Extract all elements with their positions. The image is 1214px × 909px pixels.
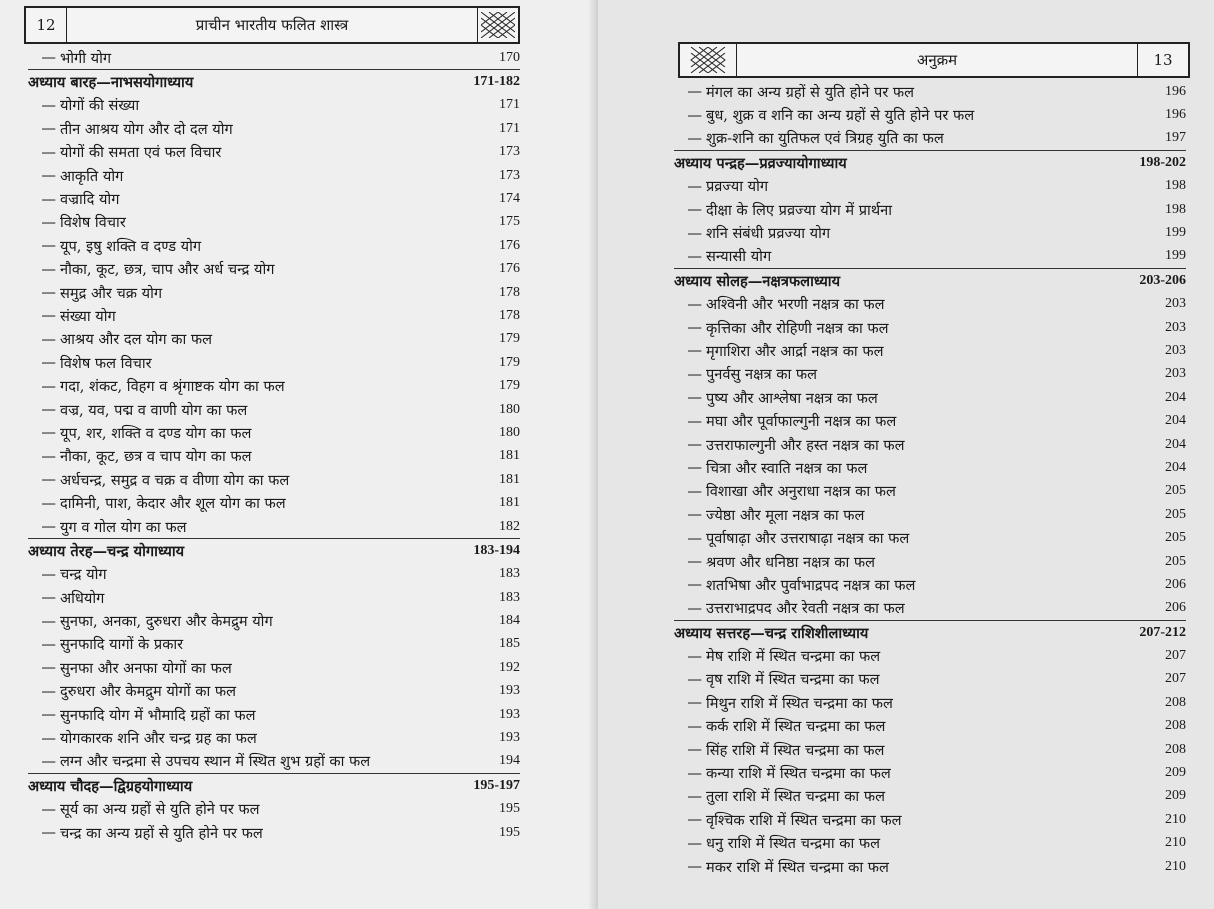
- entry-page-number: 198: [1165, 201, 1186, 217]
- entry-title: विशेष फल विचार: [60, 354, 152, 372]
- entry-title: योगकारक शनि और चन्द्र ग्रह का फल: [60, 730, 257, 748]
- entry-title: सुनफा और अनफा योगों का फल: [60, 659, 232, 677]
- entry-title: आकृति योग: [60, 167, 124, 185]
- entry-dash: —: [687, 482, 702, 500]
- entry-dash: —: [41, 377, 56, 395]
- entry-title: वज्रादि योग: [60, 191, 120, 209]
- entry-page-number: 209: [1165, 788, 1186, 804]
- toc-entry: [28, 351, 520, 374]
- toc-entry: [674, 855, 1186, 878]
- entry-dash: —: [687, 741, 702, 759]
- entry-title: दीक्षा के लिए प्रव्रज्या योग में प्रार्थना: [706, 201, 893, 219]
- entry-title: शनि संबंधी प्रव्रज्या योग: [706, 225, 831, 243]
- entry-title: धनु राशि में स्थित चन्द्रमा का फल: [706, 835, 881, 853]
- entry-page-number: 175: [499, 214, 520, 230]
- chapter-title: अध्याय सत्तरह—चन्द्र राशिशीलाध्याय: [674, 624, 869, 642]
- chapter-page-range: 171-182: [473, 74, 520, 90]
- entry-dash: —: [41, 682, 56, 700]
- toc-entry: [28, 117, 520, 140]
- entry-page-number: 176: [499, 261, 520, 277]
- toc-entry: [28, 680, 520, 703]
- toc-entry: [674, 409, 1186, 432]
- entry-page-number: 195: [499, 801, 520, 817]
- entry-title: नौका, कूट, छत्र, चाप और अर्ध चन्द्र योग: [60, 261, 275, 279]
- toc-entry: [28, 798, 520, 821]
- entry-title: गदा, शंकट, विहग व श्रृंगाष्टक योग का फल: [60, 378, 285, 396]
- entry-title: चन्द्र का अन्य ग्रहों से युति होने पर फल: [60, 824, 263, 842]
- entry-dash: —: [687, 506, 702, 524]
- entry-page-number: 207: [1165, 648, 1186, 664]
- entry-dash: —: [687, 647, 702, 665]
- chapter-title: अध्याय पन्द्रह—प्रव्रज्यायोगाध्याय: [674, 154, 847, 172]
- entry-dash: —: [687, 342, 702, 360]
- chapter-title: अध्याय तेरह—चन्द्र योगाध्याय: [28, 542, 185, 560]
- entry-title: नौका, कूट, छत्र व चाप योग का फल: [60, 448, 252, 466]
- toc-entry: [674, 668, 1186, 691]
- entry-page-number: 209: [1165, 765, 1186, 781]
- toc-entry: [674, 597, 1186, 620]
- entry-page-number: 203: [1165, 296, 1186, 312]
- entry-page-number: 205: [1165, 506, 1186, 522]
- toc-entry: [28, 726, 520, 749]
- toc-entry: [674, 785, 1186, 808]
- entry-title: मकर राशि में स्थित चन्द्रमा का फल: [706, 858, 889, 876]
- toc-entry: [674, 316, 1186, 339]
- entry-page-number: 206: [1165, 576, 1186, 592]
- chapter-heading: [28, 69, 520, 93]
- entry-page-number: 180: [499, 401, 520, 417]
- entry-page-number: 178: [499, 284, 520, 300]
- entry-page-number: 203: [1165, 319, 1186, 335]
- chapter-heading: [674, 620, 1186, 644]
- entry-dash: —: [41, 589, 56, 607]
- right-page: [598, 0, 1214, 909]
- entry-dash: —: [41, 354, 56, 372]
- entry-title: कर्क राशि में स्थित चन्द्रमा का फल: [706, 718, 886, 736]
- entry-dash: —: [687, 717, 702, 735]
- entry-title: वृश्चिक राशि में स्थित चन्द्रमा का फल: [706, 811, 902, 829]
- entry-title: सुनफा, अनका, दुरुधरा और केमद्रुम योग: [60, 613, 273, 631]
- entry-page-number: 181: [499, 471, 520, 487]
- chapter-title: अध्याय चौदह—द्विग्रहयोगाध्याय: [28, 777, 193, 795]
- entry-dash: —: [41, 635, 56, 653]
- entry-dash: —: [687, 389, 702, 407]
- toc-entry: [674, 339, 1186, 362]
- entry-page-number: 181: [499, 495, 520, 511]
- chapter-heading: [28, 538, 520, 562]
- entry-title: कृत्तिका और रोहिणी नक्षत्र का फल: [706, 319, 889, 337]
- entry-page-number: 171: [499, 120, 520, 136]
- entry-title: लग्न और चन्द्रमा से उपचय स्थान में स्थित शुभ ग्रहों का फल: [60, 753, 371, 771]
- entry-page-number: 197: [1165, 130, 1186, 146]
- entry-dash: —: [687, 295, 702, 313]
- toc-entry: [28, 374, 520, 397]
- entry-page-number: 210: [1165, 835, 1186, 851]
- entry-dash: —: [687, 576, 702, 594]
- entry-title: प्रव्रज्या योग: [706, 178, 769, 196]
- entry-title: यूप, शर, शक्ति व दण्ड योग का फल: [60, 424, 252, 442]
- entry-title: मिथुन राशि में स्थित चन्द्रमा का फल: [706, 694, 893, 712]
- entry-page-number: 193: [499, 706, 520, 722]
- crosshatch-ornament-icon: [478, 8, 518, 42]
- entry-page-number: 205: [1165, 530, 1186, 546]
- entry-page-number: 180: [499, 424, 520, 440]
- entry-page-number: 203: [1165, 366, 1186, 382]
- entry-title: मंगल का अन्य ग्रहों से युति होने पर फल: [706, 83, 915, 101]
- entry-title: यूप, इषु शक्ति व दण्ड योग: [60, 237, 202, 255]
- toc-entry: [674, 386, 1186, 409]
- entry-dash: —: [687, 365, 702, 383]
- toc-entry: [28, 421, 520, 444]
- entry-page-number: 204: [1165, 413, 1186, 429]
- entry-title: दामिनी, पाश, केदार और शूल योग का फल: [60, 495, 286, 513]
- entry-dash: —: [41, 824, 56, 842]
- page-header: [678, 42, 1190, 78]
- entry-title: मघा और पूर्वाफाल्गुनी नक्षत्र का फल: [706, 413, 897, 431]
- entry-title: पुष्य और आश्लेषा नक्षत्र का फल: [706, 389, 878, 407]
- entry-title: मृगाशिरा और आर्द्रा नक्षत्र का फल: [706, 342, 884, 360]
- entry-title: अर्धचन्द्र, समुद्र व चक्र व वीणा योग का फल: [60, 471, 290, 489]
- entry-dash: —: [41, 800, 56, 818]
- entry-title: मेष राशि में स्थित चन्द्रमा का फल: [706, 648, 881, 666]
- entry-page-number: 196: [1165, 83, 1186, 99]
- toc-entry: [28, 703, 520, 726]
- toc-entry: [674, 808, 1186, 831]
- entry-dash: —: [41, 494, 56, 512]
- entry-title: विशाखा और अनुराधा नक्षत्र का फल: [706, 483, 896, 501]
- entry-page-number: 195: [499, 824, 520, 840]
- toc-entry: [674, 526, 1186, 549]
- entry-page-number: 178: [499, 307, 520, 323]
- entry-title: संख्या योग: [60, 307, 116, 325]
- entry-page-number: 199: [1165, 248, 1186, 264]
- entry-dash: —: [687, 459, 702, 477]
- entry-title: तीन आश्रय योग और दो दल योग: [60, 120, 233, 138]
- left-page: [0, 0, 598, 909]
- toc-entry: [674, 293, 1186, 316]
- table-of-contents: [674, 80, 1186, 878]
- entry-title: उत्तराभाद्रपद और रेवती नक्षत्र का फल: [706, 600, 905, 618]
- toc-entry: [28, 187, 520, 210]
- entry-dash: —: [41, 143, 56, 161]
- entry-title: कन्या राशि में स्थित चन्द्रमा का फल: [706, 765, 891, 783]
- entry-dash: —: [41, 167, 56, 185]
- entry-dash: —: [41, 260, 56, 278]
- entry-dash: —: [687, 834, 702, 852]
- entry-title: सिंह राशि में स्थित चन्द्रमा का फल: [706, 741, 885, 759]
- entry-page-number: 183: [499, 566, 520, 582]
- entry-page-number: 173: [499, 144, 520, 160]
- entry-page-number: 208: [1165, 741, 1186, 757]
- entry-page-number: 184: [499, 613, 520, 629]
- toc-entry: [28, 304, 520, 327]
- entry-title: उत्तराफाल्गुनी और हस्त नक्षत्र का फल: [706, 436, 905, 454]
- entry-title: भोगी योग: [60, 49, 112, 67]
- toc-entry: [674, 832, 1186, 855]
- entry-page-number: 196: [1165, 107, 1186, 123]
- toc-entry: [28, 586, 520, 609]
- toc-entry: [28, 328, 520, 351]
- entry-page-number: 193: [499, 730, 520, 746]
- entry-dash: —: [687, 247, 702, 265]
- entry-dash: —: [41, 565, 56, 583]
- entry-dash: —: [687, 436, 702, 454]
- toc-entry: [674, 80, 1186, 103]
- running-title: अनुक्रम: [737, 44, 1138, 76]
- entry-dash: —: [687, 811, 702, 829]
- entry-page-number: 208: [1165, 718, 1186, 734]
- toc-entry: [674, 198, 1186, 221]
- toc-entry: [28, 656, 520, 679]
- toc-entry: [28, 258, 520, 281]
- entry-dash: —: [41, 706, 56, 724]
- toc-entry: [674, 503, 1186, 526]
- entry-title: श्रवण और धनिष्ठा नक्षत्र का फल: [706, 553, 876, 571]
- entry-dash: —: [41, 284, 56, 302]
- entry-dash: —: [687, 599, 702, 617]
- toc-entry: [28, 398, 520, 421]
- toc-entry: [28, 609, 520, 632]
- crosshatch-ornament-icon: [680, 44, 737, 76]
- entry-page-number: 181: [499, 448, 520, 464]
- toc-entry: [674, 175, 1186, 198]
- entry-title: योगों की समता एवं फल विचार: [60, 144, 222, 162]
- toc-entry: [28, 46, 520, 69]
- entry-title: आश्रय और दल योग का फल: [60, 331, 213, 349]
- entry-dash: —: [41, 424, 56, 442]
- entry-title: चित्रा और स्वाति नक्षत्र का फल: [706, 459, 868, 477]
- toc-entry: [28, 164, 520, 187]
- entry-title: वृष राशि में स्थित चन्द्रमा का फल: [706, 671, 880, 689]
- entry-page-number: 176: [499, 237, 520, 253]
- entry-page-number: 205: [1165, 553, 1186, 569]
- entry-title: ज्येष्ठा और मूला नक्षत्र का फल: [706, 506, 865, 524]
- toc-entry: [28, 491, 520, 514]
- entry-title: बुध, शुक्र व शनि का अन्य ग्रहों से युति होने पर फल: [706, 107, 975, 125]
- toc-entry: [28, 445, 520, 468]
- toc-entry: [28, 281, 520, 304]
- entry-page-number: 194: [499, 753, 520, 769]
- entry-title: पूर्वाषाढ़ा और उत्तराषाढ़ा नक्षत्र का फल: [706, 530, 910, 548]
- entry-dash: —: [41, 120, 56, 138]
- entry-dash: —: [687, 694, 702, 712]
- entry-page-number: 203: [1165, 342, 1186, 358]
- toc-entry: [674, 691, 1186, 714]
- toc-entry: [674, 761, 1186, 784]
- entry-page-number: 204: [1165, 389, 1186, 405]
- entry-page-number: 182: [499, 518, 520, 534]
- entry-page-number: 170: [499, 49, 520, 65]
- entry-dash: —: [687, 224, 702, 242]
- toc-entry: [674, 715, 1186, 738]
- entry-dash: —: [41, 752, 56, 770]
- entry-dash: —: [687, 106, 702, 124]
- toc-entry: [28, 515, 520, 538]
- entry-page-number: 208: [1165, 694, 1186, 710]
- entry-page-number: 207: [1165, 671, 1186, 687]
- entry-page-number: 179: [499, 354, 520, 370]
- entry-page-number: 204: [1165, 459, 1186, 475]
- chapter-heading: [674, 268, 1186, 292]
- entry-dash: —: [41, 237, 56, 255]
- toc-entry: [28, 563, 520, 586]
- entry-page-number: 199: [1165, 225, 1186, 241]
- entry-title: दुरुधरा और केमद्रुम योगों का फल: [60, 683, 237, 701]
- running-title: प्राचीन भारतीय फलित शास्त्र: [67, 8, 478, 42]
- entry-page-number: 174: [499, 191, 520, 207]
- toc-entry: [674, 363, 1186, 386]
- entry-dash: —: [41, 659, 56, 677]
- toc-entry: [28, 211, 520, 234]
- entry-title: सन्यासी योग: [706, 248, 772, 266]
- chapter-page-range: 183-194: [473, 542, 520, 558]
- entry-dash: —: [687, 319, 702, 337]
- entry-title: पुनर्वसु नक्षत्र का फल: [706, 366, 818, 384]
- entry-title: समुद्र और चक्र योग: [60, 284, 163, 302]
- toc-entry: [674, 221, 1186, 244]
- toc-entry: [674, 433, 1186, 456]
- entry-dash: —: [687, 670, 702, 688]
- entry-page-number: 171: [499, 97, 520, 113]
- entry-title: युग व गोल योग का फल: [60, 518, 187, 536]
- entry-dash: —: [41, 190, 56, 208]
- entry-dash: —: [687, 412, 702, 430]
- entry-dash: —: [687, 83, 702, 101]
- entry-page-number: 210: [1165, 811, 1186, 827]
- entry-page-number: 198: [1165, 178, 1186, 194]
- chapter-page-range: 195-197: [473, 777, 520, 793]
- entry-dash: —: [687, 764, 702, 782]
- entry-title: शतभिषा और पुर्वाभाद्रपद नक्षत्र का फल: [706, 576, 916, 594]
- entry-dash: —: [687, 553, 702, 570]
- entry-title: सुनफादि यागों के प्रकार: [60, 636, 184, 654]
- toc-entry: [28, 94, 520, 117]
- entry-title: तुला राशि में स्थित चन्द्रमा का फल: [706, 788, 885, 806]
- entry-dash: —: [41, 330, 56, 348]
- toc-entry: [28, 468, 520, 491]
- entry-page-number: 206: [1165, 600, 1186, 616]
- entry-dash: —: [41, 729, 56, 747]
- entry-dash: —: [687, 787, 702, 805]
- toc-entry: [674, 127, 1186, 150]
- toc-entry: [674, 480, 1186, 503]
- entry-title: अधियोग: [60, 589, 105, 607]
- toc-entry: [674, 550, 1186, 573]
- entry-page-number: 185: [499, 636, 520, 652]
- entry-page-number: 204: [1165, 436, 1186, 452]
- entry-dash: —: [41, 213, 56, 231]
- toc-entry: [674, 738, 1186, 761]
- chapter-heading: [674, 150, 1186, 174]
- entry-page-number: 192: [499, 659, 520, 675]
- page-number: 12: [26, 8, 67, 42]
- entry-dash: —: [41, 401, 56, 419]
- toc-entry: [28, 750, 520, 773]
- chapter-title: अध्याय बारह—नाभसयोगाध्याय: [28, 74, 194, 92]
- entry-page-number: 210: [1165, 858, 1186, 874]
- chapter-page-range: 207-212: [1139, 624, 1186, 640]
- chapter-heading: [28, 773, 520, 797]
- chapter-title: अध्याय सोलह—नक्षत्रफलाध्याय: [674, 272, 841, 290]
- entry-dash: —: [41, 307, 56, 325]
- entry-title: चन्द्र योग: [60, 566, 107, 584]
- toc-entry: [28, 141, 520, 164]
- entry-dash: —: [687, 858, 702, 876]
- entry-dash: —: [687, 201, 702, 219]
- page-header: [24, 6, 520, 44]
- entry-dash: —: [41, 49, 56, 67]
- entry-page-number: 183: [499, 589, 520, 605]
- entry-dash: —: [687, 129, 702, 147]
- entry-page-number: 179: [499, 378, 520, 394]
- entry-page-number: 173: [499, 167, 520, 183]
- entry-dash: —: [41, 612, 56, 630]
- entry-title: वज्र, यव, पद्म व वाणी योग का फल: [60, 401, 248, 419]
- entry-dash: —: [41, 518, 56, 535]
- entry-title: सूर्य का अन्य ग्रहों से युति होने पर फल: [60, 801, 260, 819]
- toc-entry: [674, 245, 1186, 268]
- toc-entry: [674, 456, 1186, 479]
- table-of-contents: [28, 46, 520, 844]
- entry-dash: —: [687, 177, 702, 195]
- entry-title: शुक्र-शनि का युतिफल एवं त्रिग्रह युति का फल: [706, 130, 944, 148]
- toc-entry: [28, 821, 520, 844]
- toc-entry: [28, 633, 520, 656]
- entry-dash: —: [687, 529, 702, 547]
- entry-page-number: 179: [499, 331, 520, 347]
- entry-title: सुनफादि योग में भौमादि ग्रहों का फल: [60, 706, 256, 724]
- page-number: 13: [1153, 51, 1173, 69]
- entry-page-number: 205: [1165, 483, 1186, 499]
- toc-entry: [28, 234, 520, 257]
- entry-dash: —: [41, 447, 56, 465]
- entry-title: अश्विनी और भरणी नक्षत्र का फल: [706, 296, 885, 314]
- entry-dash: —: [41, 96, 56, 114]
- entry-page-number: 193: [499, 683, 520, 699]
- entry-dash: —: [41, 471, 56, 489]
- chapter-page-range: 198-202: [1139, 154, 1186, 170]
- entry-title: विशेष विचार: [60, 214, 126, 232]
- toc-entry: [674, 644, 1186, 667]
- entry-title: योगों की संख्या: [60, 97, 140, 115]
- toc-entry: [674, 103, 1186, 126]
- toc-entry: [674, 573, 1186, 596]
- chapter-page-range: 203-206: [1139, 272, 1186, 288]
